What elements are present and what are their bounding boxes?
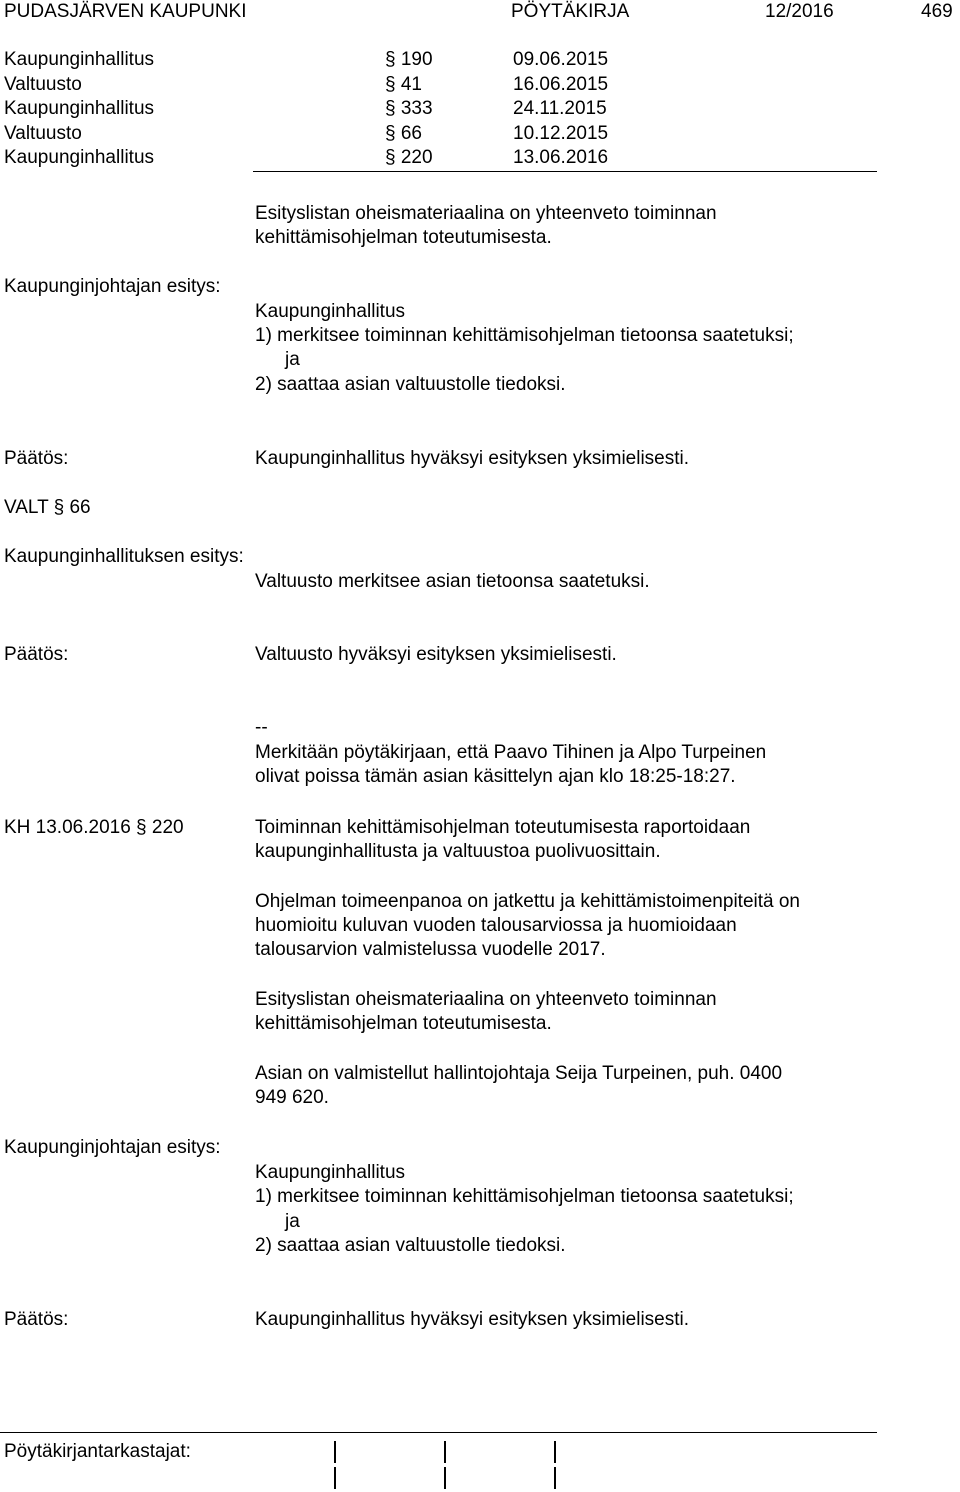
paragraph [255,816,750,864]
minutes-note-line: Merkitään pöytäkirjaan, että Paavo Tihinen ja Alpo Turpeinen [255,742,767,763]
history-row-date: 24.11.2015 [513,98,607,119]
paragraph [255,988,717,1036]
decision-label: Päätös: [4,1309,69,1330]
history-dates [513,48,608,171]
attachment-note-line: Esityslistan oheismateriaalina on yhteenveto toiminnan [255,203,717,224]
paragraph-line: Ohjelman toimeenpanoa on jatkettu ja kehittämistoimenpiteitä on [255,891,800,912]
signature-field [334,1467,336,1489]
attachment-note-line: kehittämisohjelman toteutumisesta. [255,227,552,248]
history-row-section: § 41 [385,73,422,95]
document-type: PÖYTÄKIRJA [511,1,630,22]
signature-field [334,1441,336,1463]
issue-number: 12/2016 [765,1,834,22]
proposal-line: 2) saattaa asian valtuustolle tiedoksi. [255,374,566,395]
paragraph-line: 949 620. [255,1087,329,1108]
proposal-line: 2) saattaa asian valtuustolle tiedoksi. [255,1235,566,1256]
paragraph [255,890,800,962]
history-row-date: 13.06.2016 [513,147,609,168]
proposal-line: Kaupunginhallitus [255,1162,406,1183]
paragraph-line: Esityslistan oheismateriaalina on yhteenveto toiminnan [255,989,717,1010]
history-row-body: Kaupunginhallitus [4,49,155,70]
paragraph [255,1062,782,1110]
page-number: 469 [921,1,953,22]
history-row-section: § 220 [385,147,433,168]
history-sections [385,48,433,171]
history-row-date: 10.12.2015 [513,122,609,144]
history-row-section: § 333 [385,98,433,119]
paragraph-line: Asian on valmistellut hallintojohtaja Seija Turpeinen, puh. 0400 [255,1063,783,1084]
history-row-date: 09.06.2015 [513,49,609,70]
history-row-section: § 190 [385,49,433,70]
history-row-body: Kaupunginhallitus [4,98,155,119]
proposal-label: Kaupunginhallituksen esitys: [4,546,244,567]
signature-field [444,1467,446,1489]
proposal-label: Kaupunginjohtajan esitys: [4,276,221,297]
history-row-date: 16.06.2015 [513,73,609,95]
decision-text: Kaupunginhallitus hyväksyi esityksen yksimielisesti. [255,1309,690,1330]
proposal-line: Kaupunginhallitus [255,301,406,322]
history-row-body: Valtuusto [4,73,82,95]
minutes-note-line: olivat poissa tämän asian käsittelyn ajan klo 18:25-18:27. [255,766,736,787]
paragraph-line: kaupunginhallitusta ja valtuustoa puolivuosittain. [255,841,661,862]
section-heading: KH 13.06.2016 § 220 [4,817,184,838]
attachment-note [255,202,717,250]
proposal-line: ja [285,349,300,370]
proposal-line: 1) merkitsee toiminnan kehittämisohjelman tietoonsa saatetuksi; [255,325,794,346]
history-row-section: § 66 [385,122,422,144]
proposal-line: ja [285,1211,300,1232]
proposal-line: 1) merkitsee toiminnan kehittämisohjelman tietoonsa saatetuksi; [255,1186,794,1207]
decision-label: Päätös: [4,448,69,469]
signature-field [554,1467,556,1489]
inspectors-label: Pöytäkirjantarkastajat: [4,1441,191,1462]
proposal-label: Kaupunginjohtajan esitys: [4,1137,221,1158]
history-divider [253,171,877,172]
signature-field [554,1441,556,1463]
proposal-text: Valtuusto merkitsee asian tietoonsa saatetuksi. [255,571,650,592]
section-heading: VALT § 66 [4,497,91,518]
decision-text: Valtuusto hyväksyi esityksen yksimielisesti. [255,644,617,665]
footer-divider [0,1432,877,1433]
paragraph-line: huomioitu kuluvan vuoden talousarviossa ja huomioidaan [255,915,737,936]
organization-name: PUDASJÄRVEN KAUPUNKI [4,1,247,22]
history-row-body: Kaupunginhallitus [4,147,155,168]
paragraph-line: Toiminnan kehittämisohjelman toteutumisesta raportoidaan [255,817,751,838]
decision-label: Päätös: [4,644,69,665]
paragraph-line: talousarvion valmistelussa vuodelle 2017. [255,939,606,960]
signature-field [444,1441,446,1463]
decision-text: Kaupunginhallitus hyväksyi esityksen yksimielisesti. [255,448,690,469]
paragraph-line: kehittämisohjelman toteutumisesta. [255,1013,552,1034]
separator-dashes: -- [255,717,268,738]
history-bodies [4,48,154,171]
history-row-body: Valtuusto [4,122,82,144]
